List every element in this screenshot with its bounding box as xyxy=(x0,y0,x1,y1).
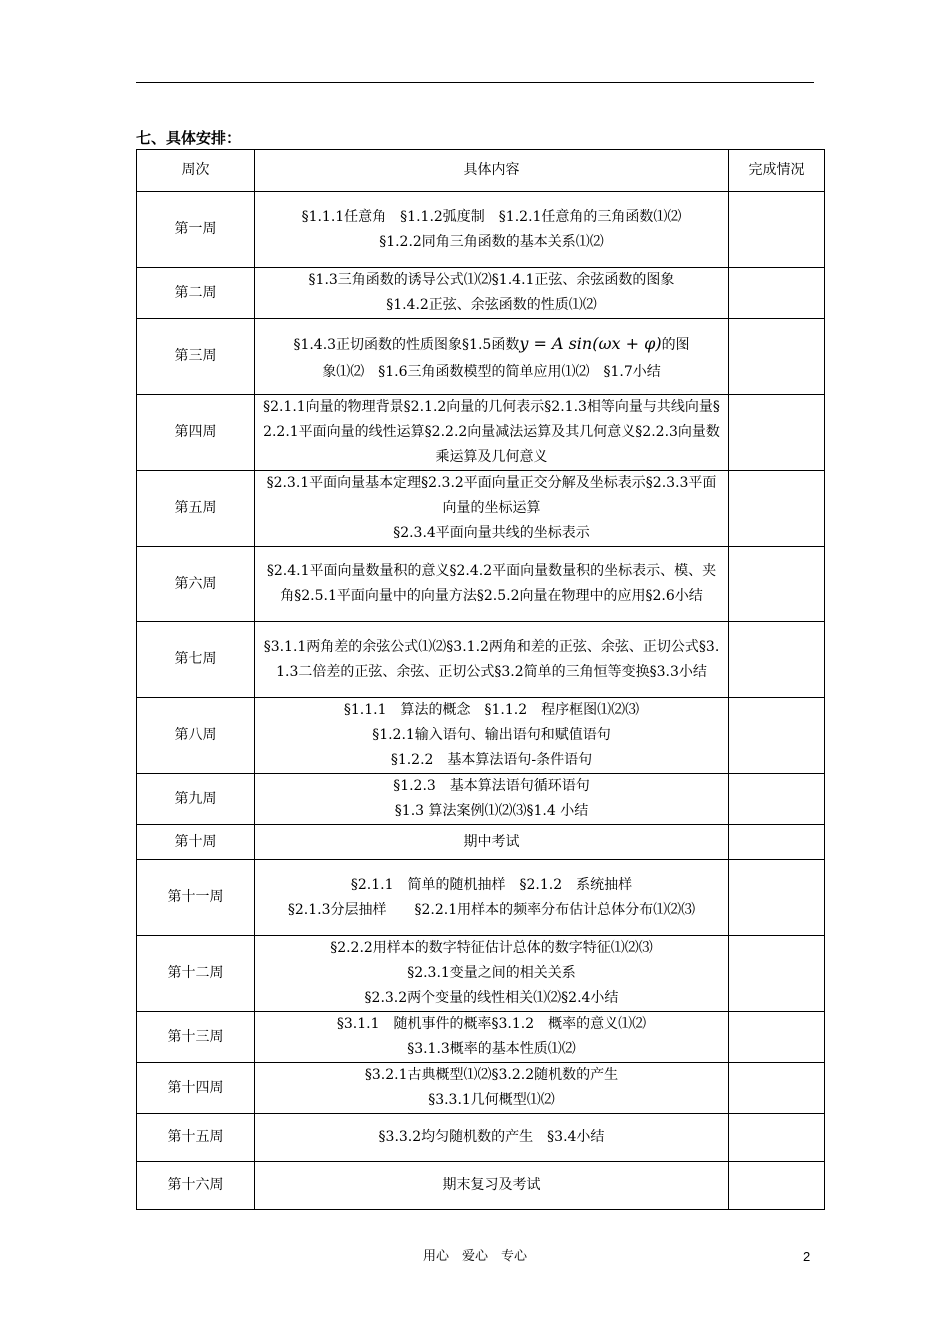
table-row xyxy=(137,192,825,268)
content-line: §2.3.2两个变量的线性相关⑴⑵§2.4小结 xyxy=(364,990,619,1006)
content-line: 期中考试 xyxy=(463,833,520,850)
week-cell: 第十五周 xyxy=(137,1114,255,1162)
status-cell xyxy=(729,547,825,622)
status-cell xyxy=(729,1063,825,1114)
content-line: §1.3 算法案例⑴⑵⑶§1.4 小结 xyxy=(394,803,589,819)
header-status: 完成情况 xyxy=(729,150,825,192)
content-cell xyxy=(255,774,729,825)
status-cell xyxy=(729,395,825,471)
content-line: §2.2.2用样本的数字特征估计总体的数字特征⑴⑵⑶ xyxy=(330,940,653,956)
table-row xyxy=(137,622,825,698)
status-cell xyxy=(729,1012,825,1063)
status-cell xyxy=(729,774,825,825)
schedule-table xyxy=(136,149,825,1210)
content-line: §1.2.1输入语句、输出语句和赋值语句 xyxy=(372,727,611,743)
content-cell xyxy=(255,1012,729,1063)
content-cell xyxy=(255,268,729,319)
content-cell xyxy=(255,192,729,268)
content-line: §3.2.1古典概型⑴⑵§3.2.2随机数的产生 xyxy=(364,1067,619,1083)
table-row xyxy=(137,471,825,547)
content-line: §1.2.2同角三角函数的基本关系⑴⑵ xyxy=(379,233,604,250)
content-line: §1.4.2正弦、余弦函数的性质⑴⑵ xyxy=(386,297,597,313)
table-row xyxy=(137,1162,825,1210)
content-line: §3.3.2均匀随机数的产生 §3.4小结 xyxy=(378,1129,605,1145)
table-row xyxy=(137,1012,825,1063)
content-cell xyxy=(255,698,729,774)
content-cell xyxy=(255,395,729,471)
table-row xyxy=(137,774,825,825)
status-cell xyxy=(729,268,825,319)
content-line-with-formula xyxy=(263,329,720,360)
week-cell: 第十四周 xyxy=(137,1063,255,1114)
content-line: §2.3.1变量之间的相关关系 xyxy=(407,965,576,981)
content-line: §2.3.1平面向量基本定理§2.3.2平面向量正交分解及坐标表示§2.3.3平面向量的坐标运算 xyxy=(266,475,717,516)
status-cell xyxy=(729,860,825,936)
week-cell: 第十一周 xyxy=(137,860,255,936)
content-line: 象⑴⑵ §1.6三角函数模型的简单应用⑴⑵ §1.7小结 xyxy=(322,363,661,380)
header-content: 具体内容 xyxy=(255,150,729,192)
week-cell: 第六周 xyxy=(137,547,255,622)
table-header-row xyxy=(137,150,825,192)
content-line: §1.2.2 基本算法语句-条件语句 xyxy=(390,752,593,768)
content-cell xyxy=(255,319,729,395)
content-line: §3.1.1 随机事件的概率§3.1.2 概率的意义⑴⑵ xyxy=(336,1016,647,1032)
status-cell xyxy=(729,319,825,395)
content-line: §2.3.4平面向量共线的坐标表示 xyxy=(393,525,590,541)
status-cell xyxy=(729,192,825,268)
content-cell xyxy=(255,825,729,860)
week-cell: 第十二周 xyxy=(137,936,255,1012)
week-cell: 第八周 xyxy=(137,698,255,774)
content-line: §3.3.1几何概型⑴⑵ xyxy=(428,1092,555,1108)
table-row xyxy=(137,319,825,395)
status-cell xyxy=(729,825,825,860)
table-row xyxy=(137,1063,825,1114)
status-cell xyxy=(729,936,825,1012)
table-row xyxy=(137,936,825,1012)
header-rule xyxy=(136,82,814,83)
week-cell: 第五周 xyxy=(137,471,255,547)
week-cell: 第一周 xyxy=(137,192,255,268)
content-cell xyxy=(255,1114,729,1162)
status-cell xyxy=(729,1162,825,1210)
table-row xyxy=(137,268,825,319)
status-cell xyxy=(729,471,825,547)
content-line: §2.1.1向量的物理背景§2.1.2向量的几何表示§2.1.3相等向量与共线向量§2.2.1平面向量的线性运算§2.2.2向量减法运算及其几何意义§2.2.3向量数乘运算及几何意义 xyxy=(263,399,720,465)
week-cell: 第二周 xyxy=(137,268,255,319)
table-row xyxy=(137,698,825,774)
status-cell xyxy=(729,1114,825,1162)
content-cell xyxy=(255,471,729,547)
page-number: 2 xyxy=(803,1249,811,1264)
content-line: §2.4.1平面向量数量积的意义§2.4.2平面向量数量积的坐标表示、模、夹角§2.5.1平面向量中的向量方法§2.5.2向量在物理中的应用§2.6小结 xyxy=(266,563,717,604)
content-line: §1.3三角函数的诱导公式⑴⑵§1.4.1正弦、余弦函数的图象 xyxy=(308,272,675,288)
formula: y = A sin(ωx + φ) xyxy=(519,333,662,353)
content-cell xyxy=(255,1162,729,1210)
table-row xyxy=(137,395,825,471)
week-cell: 第七周 xyxy=(137,622,255,698)
content-line: §1.1.1 算法的概念 §1.1.2 程序框图⑴⑵⑶ xyxy=(343,702,640,718)
header-week: 周次 xyxy=(137,150,255,192)
table-row xyxy=(137,547,825,622)
week-cell: 第四周 xyxy=(137,395,255,471)
week-cell: 第九周 xyxy=(137,774,255,825)
content-line: §2.1.3分层抽样 §2.2.1用样本的频率分布估计总体分布⑴⑵⑶ xyxy=(287,901,696,918)
content-cell xyxy=(255,547,729,622)
content-text: §1.4.3正切函数的性质图象§1.5函数 xyxy=(293,336,520,353)
content-cell xyxy=(255,936,729,1012)
table-row xyxy=(137,860,825,936)
content-cell xyxy=(255,1063,729,1114)
formula-suffix: 的图 xyxy=(661,336,690,353)
content-cell xyxy=(255,622,729,698)
content-line: §1.2.3 基本算法语句循环语句 xyxy=(393,778,590,794)
content-line: 期末复习及考试 xyxy=(442,1177,541,1193)
status-cell xyxy=(729,622,825,698)
table-row xyxy=(137,825,825,860)
content-line: §2.1.1 简单的随机抽样 §2.1.2 系统抽样 xyxy=(350,876,633,893)
week-cell: 第十三周 xyxy=(137,1012,255,1063)
table-row xyxy=(137,1114,825,1162)
status-cell xyxy=(729,698,825,774)
week-cell: 第三周 xyxy=(137,319,255,395)
section-title: 七、具体安排： xyxy=(136,129,242,147)
content-line: §3.1.1两角差的余弦公式⑴⑵§3.1.2两角和差的正弦、余弦、正切公式§3.1.3二倍差的正弦、余弦、正切公式§3.2简单的三角恒等变换§3.3小结 xyxy=(263,638,720,680)
week-cell: 第十六周 xyxy=(137,1162,255,1210)
content-cell xyxy=(255,860,729,936)
week-cell: 第十周 xyxy=(137,825,255,860)
content-line: §3.1.3概率的基本性质⑴⑵ xyxy=(407,1041,576,1057)
footer-slogan: 用心 爱心 专心 xyxy=(422,1249,527,1264)
content-line: §1.1.1任意角 §1.1.2弧度制 §1.2.1任意角的三角函数⑴⑵ xyxy=(301,208,682,225)
